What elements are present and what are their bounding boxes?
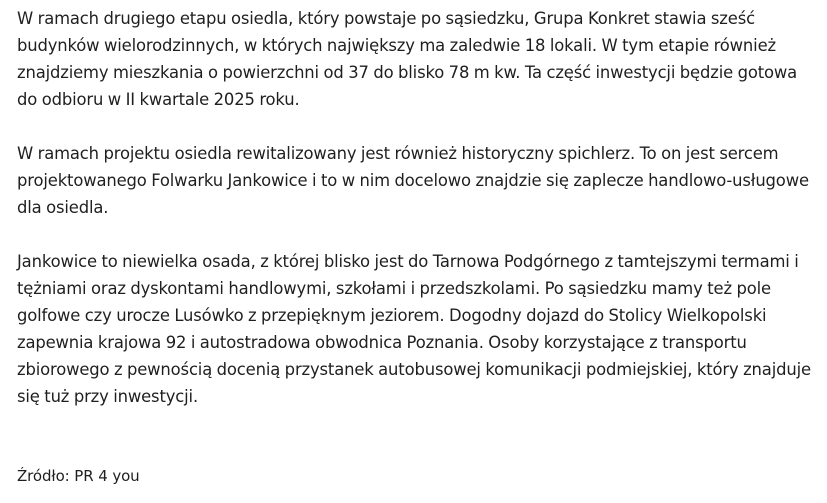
article-paragraph: W ramach projektu osiedla rewitalizowany jest również historyczny spichlerz. To on jest sercem projektowanego Folwarku Jankowice i to w nim docelowo znajdzie się zaplecze handlowo-usługowe dla osiedla. xyxy=(17,144,809,217)
article-paragraph: Jankowice to niewielka osada, z której blisko jest do Tarnowa Podgórnego z tamtejszymi termami i tężniami oraz dyskontami handlowymi, szkołami i przedszkolami. Po sąsiedzku mamy też pole golfowe czy urocze Lusówko z przepięknym jeziorem. Dogodny dojazd do Stolicy Wielkopolski zapewnia krajowa 92 i autostradowa obwodnica Poznania. Osoby korzystające z transportu zbiorowego z pewnością docenią przystanek autobusowej komunikacji podmiejskiej, który znajduje się tuż przy inwestycji. xyxy=(17,252,811,406)
article-source: Źródło: PR 4 you xyxy=(17,467,140,485)
article-body xyxy=(17,5,817,410)
article-paragraph: W ramach drugiego etapu osiedla, który powstaje po sąsiedzku, Grupa Konkret stawia sześć budynków wielorodzinnych, w których największy ma zaledwie 18 lokali. W tym etapie również znajdziemy mieszkania o powierzchni od 37 do blisko 78 m kw. Ta część inwestycji będzie gotowa do odbioru w II kwartale 2025 roku. xyxy=(17,9,798,109)
